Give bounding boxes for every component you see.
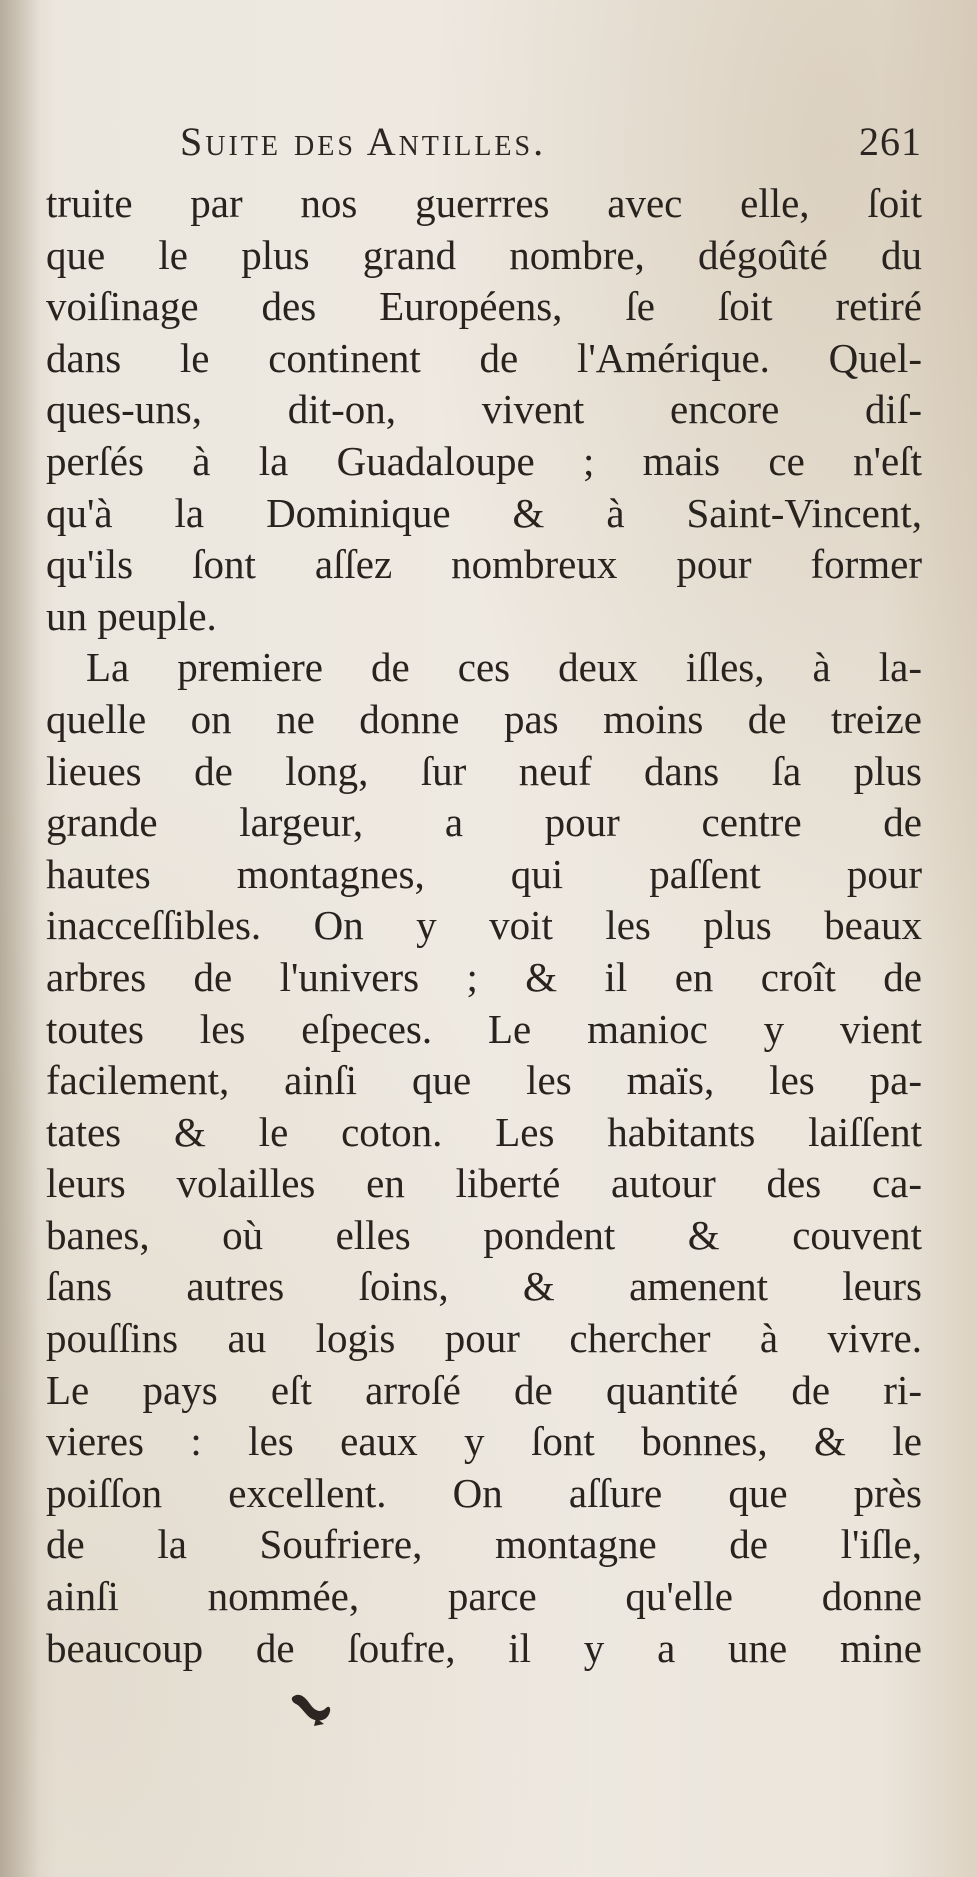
- text-line: grande largeur, a pour centre de: [46, 799, 922, 846]
- text-line: pouſſins au logis pour chercher à vivre.: [46, 1315, 922, 1362]
- text-line: voiſinage des Européens, ſe ſoit retiré: [46, 283, 922, 330]
- page-header: [50, 118, 922, 178]
- text-line: perſés à la Guadaloupe ; mais ce n'eſt: [46, 437, 922, 484]
- text-line: truite par nos guerrres avec elle, ſoit: [46, 180, 922, 226]
- text-line: que le plus grand nombre, dégoûté du: [46, 231, 922, 278]
- text-line: poiſſon excellent. On aſſure que près: [46, 1469, 922, 1516]
- text-line: vieres : les eaux y ſont bonnes, & le: [46, 1418, 922, 1465]
- text-line: tates & le coton. Les habitants laiſſent: [46, 1108, 922, 1155]
- text-line: qu'ils ſont aſſez nombreux pour former: [46, 541, 922, 588]
- text-line: lieues de long, ſur neuf dans ſa plus: [46, 747, 922, 794]
- text-line: ques-uns, dit-on, vivent encore diſ-: [46, 386, 922, 433]
- page-number: 261: [859, 119, 922, 164]
- text-line: Le pays eſt arroſé de quantité de ri-: [46, 1366, 922, 1413]
- running-title: Suite des Antilles.: [180, 119, 547, 164]
- text-line: beaucoup de ſoufre, il y a une mine: [46, 1624, 922, 1671]
- text-line: La premiere de ces deux iſles, à la-: [86, 644, 922, 691]
- text-line: facilement, ainſi que les maïs, les pa-: [46, 1057, 922, 1104]
- body-text: [46, 178, 922, 1674]
- catchword-ornament-icon: [290, 1688, 336, 1728]
- text-line: ſans autres ſoins, & amenent leurs: [46, 1263, 922, 1310]
- text-line: qu'à la Dominique & à Saint-Vincent,: [46, 489, 922, 536]
- text-line: un peuple.: [46, 592, 217, 639]
- text-line: ainſi nommée, parce qu'elle donne: [46, 1573, 922, 1620]
- text-line: quelle on ne donne pas moins de treize: [46, 695, 922, 742]
- text-line: dans le continent de l'Amérique. Quel-: [46, 334, 922, 381]
- text-line: inacceſſibles. On y voit les plus beaux: [46, 902, 922, 949]
- text-line: banes, où elles pondent & couvent: [46, 1211, 922, 1258]
- text-line: leurs volailles en liberté autour des ca-: [46, 1160, 922, 1207]
- text-line: hautes montagnes, qui paſſent pour: [46, 850, 922, 897]
- page-fold-shadow: [0, 0, 40, 1877]
- text-line: toutes les eſpeces. Le manioc y vient: [46, 1005, 922, 1052]
- text-line: de la Soufriere, montagne de l'iſle,: [46, 1521, 922, 1568]
- text-line: arbres de l'univers ; & il en croît de: [46, 953, 922, 1000]
